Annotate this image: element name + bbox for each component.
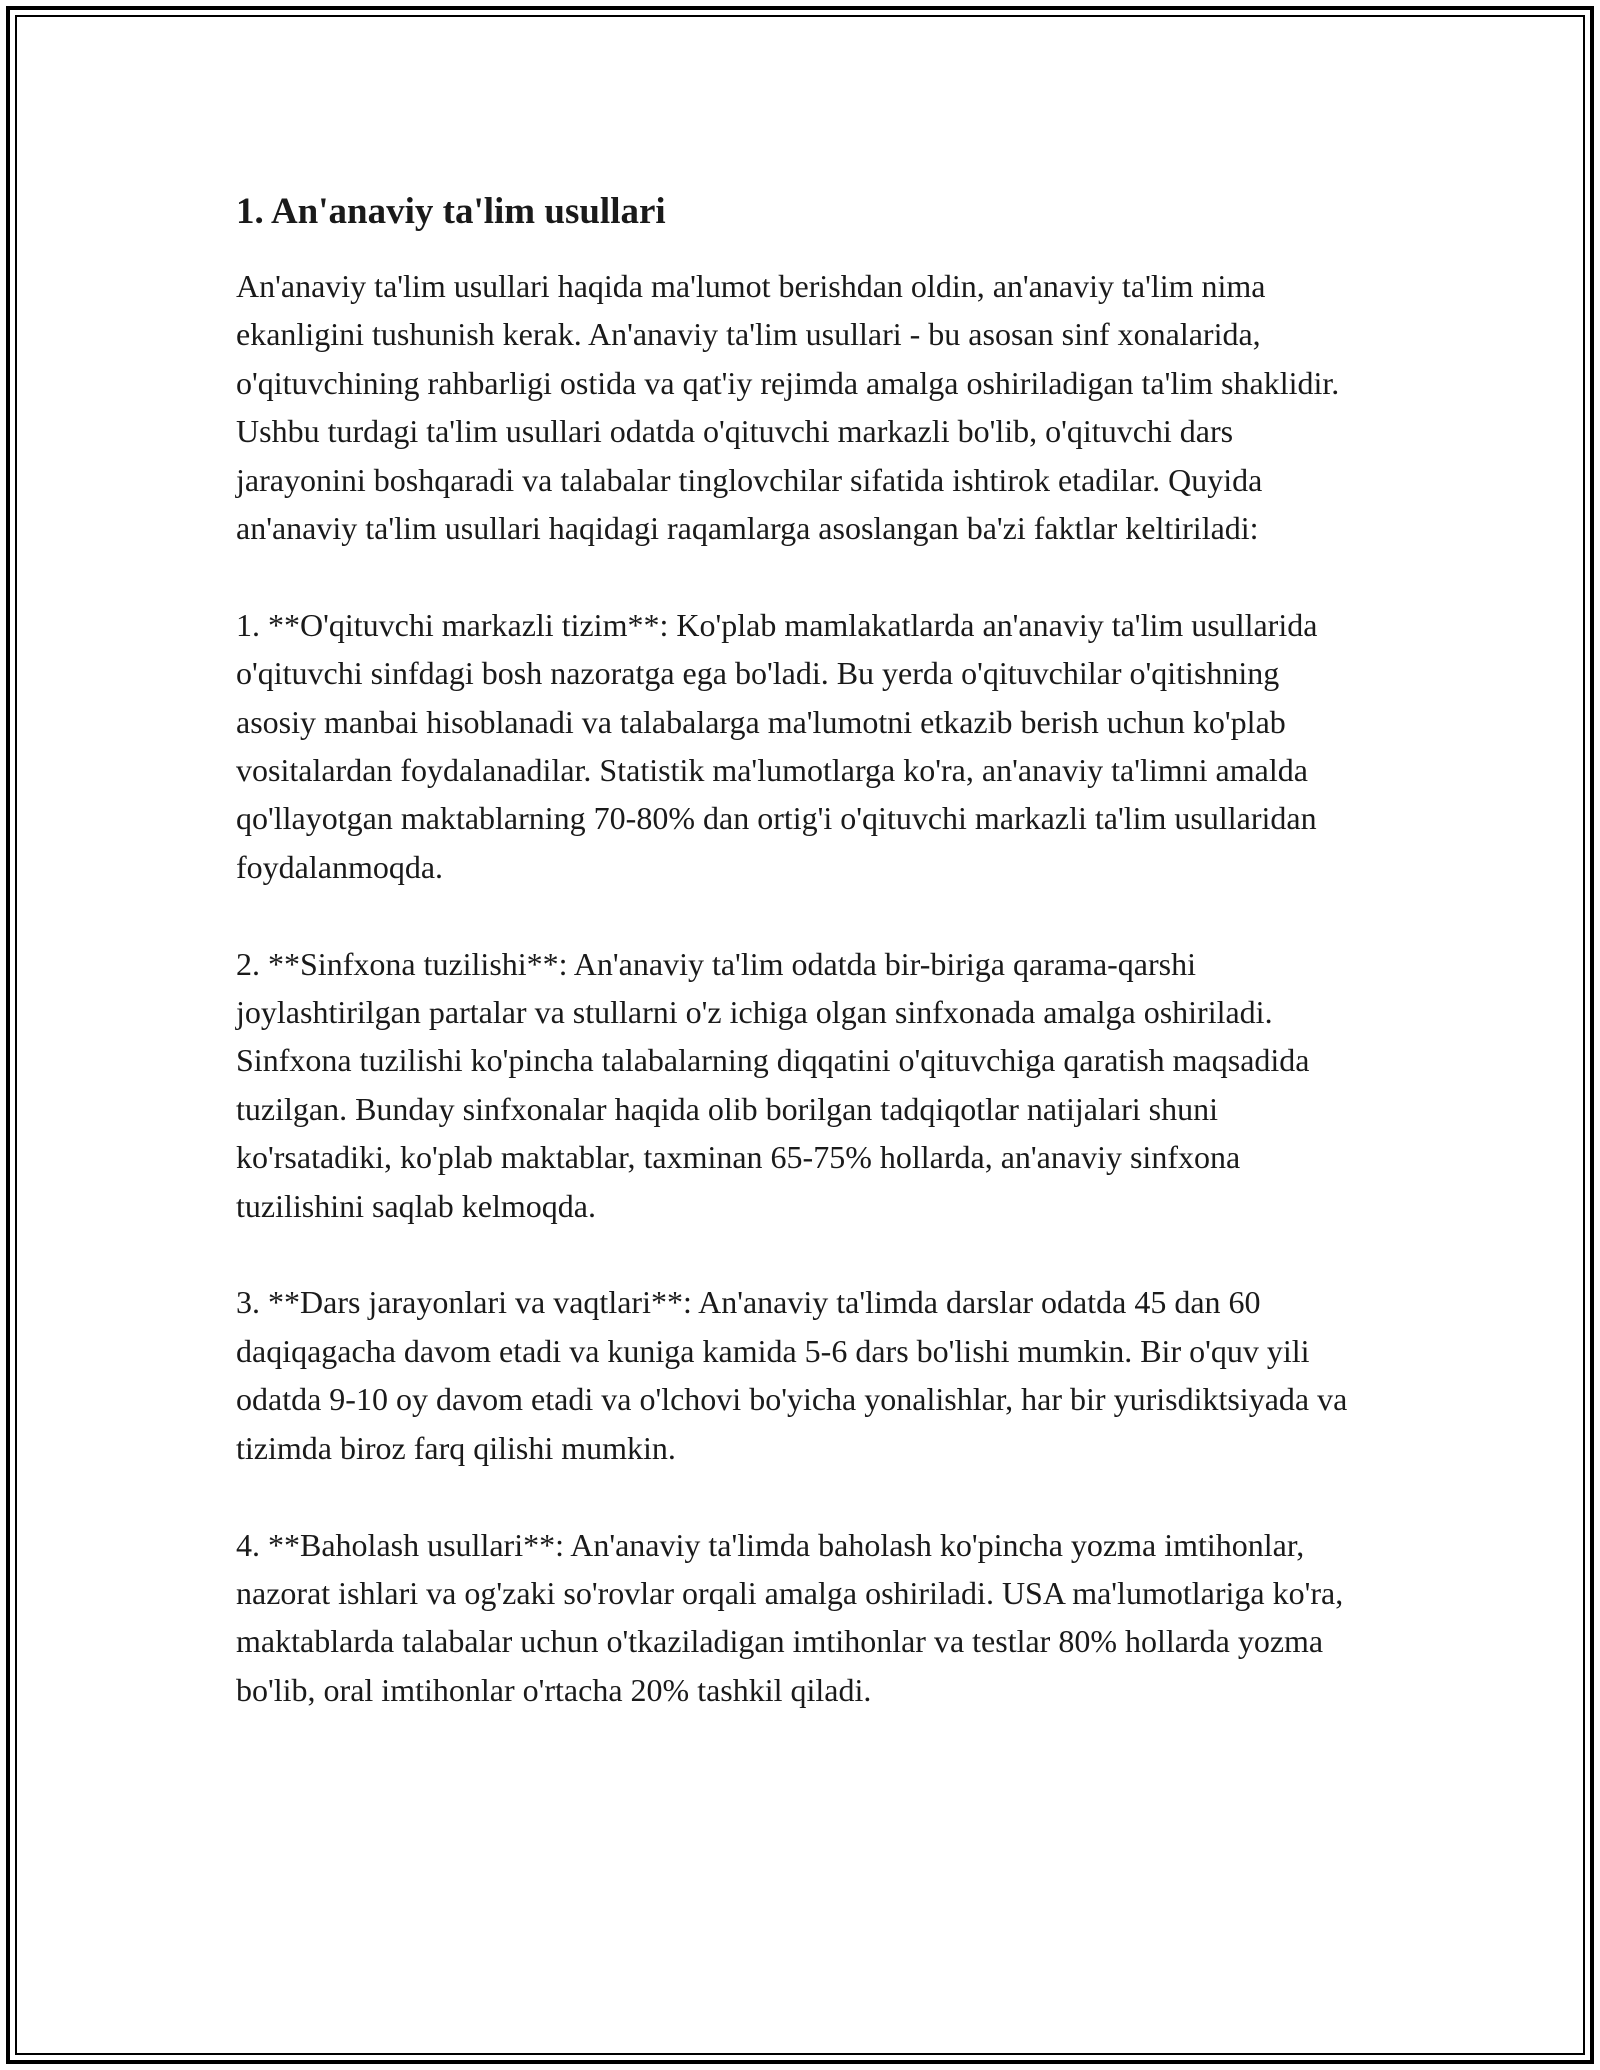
list-item-assessment-methods: 4. **Baholash usullari**: An'anaviy ta'limda baholash ko'pincha yozma imtihonlar, nazorat ishlari va og'zaki so'rovlar orqali amalga oshiriladi. USA ma'lumotlariga ko'ra, maktablarda talabalar uchun o'tkaziladigan imtihonlar va testlar 80% hollarda yozma bo'lib, oral imtihonlar o'rtacha 20% tashkil qiladi.	[236, 1526, 1344, 1708]
intro-paragraph: An'anaviy ta'lim usullari haqida ma'lumot berishdan oldin, an'anaviy ta'lim nima ekanligini tushunish kerak. An'anaviy ta'lim usullari - bu asosan sinf xonalarida, o'qituvchining rahbarligi ostida va qat'iy rejimda amalga oshiriladigan ta'lim shaklidir. Ushbu turdagi ta'lim usullari odatda o'qituvchi markazli bo'lib, o'qituvchi dars jarayonini boshqaradi va talabalar tinglovchilar sifatida ishtirok etadilar. Quyida an'anaviy ta'lim usullari haqidagi raqamlarga asoslangan ba'zi faktlar keltiriladi:	[236, 268, 1340, 547]
section-heading: 1. An'anaviy ta'lim usullari	[236, 191, 666, 232]
list-item-classroom-structure: 2. **Sinfxona tuzilishi**: An'anaviy ta'lim odatda bir-biriga qarama-qarshi joylashtirilgan partalar va stullarni o'z ichiga olgan sinfxonada amalga oshiriladi. Sinfxona tuzilishi ko'pincha talabalarning diqqatini o'qituvchiga qaratish maqsadida tuzilgan. Bunday sinfxonalar haqida olib borilgan tadqiqotlar natijalari shuni ko'rsatadiki, ko'plab maktablar, taxminan 65-75% hollarda, an'anaviy sinfxona tuzilishini saqlab kelmoqda.	[236, 945, 1310, 1224]
document-body	[236, 186, 1366, 1763]
list-item-lesson-times: 3. **Dars jarayonlari va vaqtlari**: An'anaviy ta'limda darslar odatda 45 dan 60 daqiqagacha davom etadi va kuniga kamida 5-6 dars bo'lishi mumkin. Bir o'quv yili odatda 9-10 oy davom etadi va o'lchovi bo'yicha yonalishlar, har bir yurisdiktsiyada va tizimda biroz farq qilishi mumkin.	[236, 1284, 1348, 1466]
list-item-teacher-centered: 1. **O'qituvchi markazli tizim**: Ko'plab mamlakatlarda an'anaviy ta'lim usullarida o'qituvchi sinfdagi bosh nazoratga ega bo'ladi. Bu yerda o'qituvchilar o'qitishning asosiy manbai hisoblanadi va talabalarga ma'lumotni etkazib berish uchun ko'plab vositalardan foydalanadilar. Statistik ma'lumotlarga ko'ra, an'anaviy ta'limni amalda qo'llayotgan maktablarning 70-80% dan ortig'i o'qituvchi markazli ta'lim usullaridan foydalanmoqda.	[236, 606, 1318, 885]
